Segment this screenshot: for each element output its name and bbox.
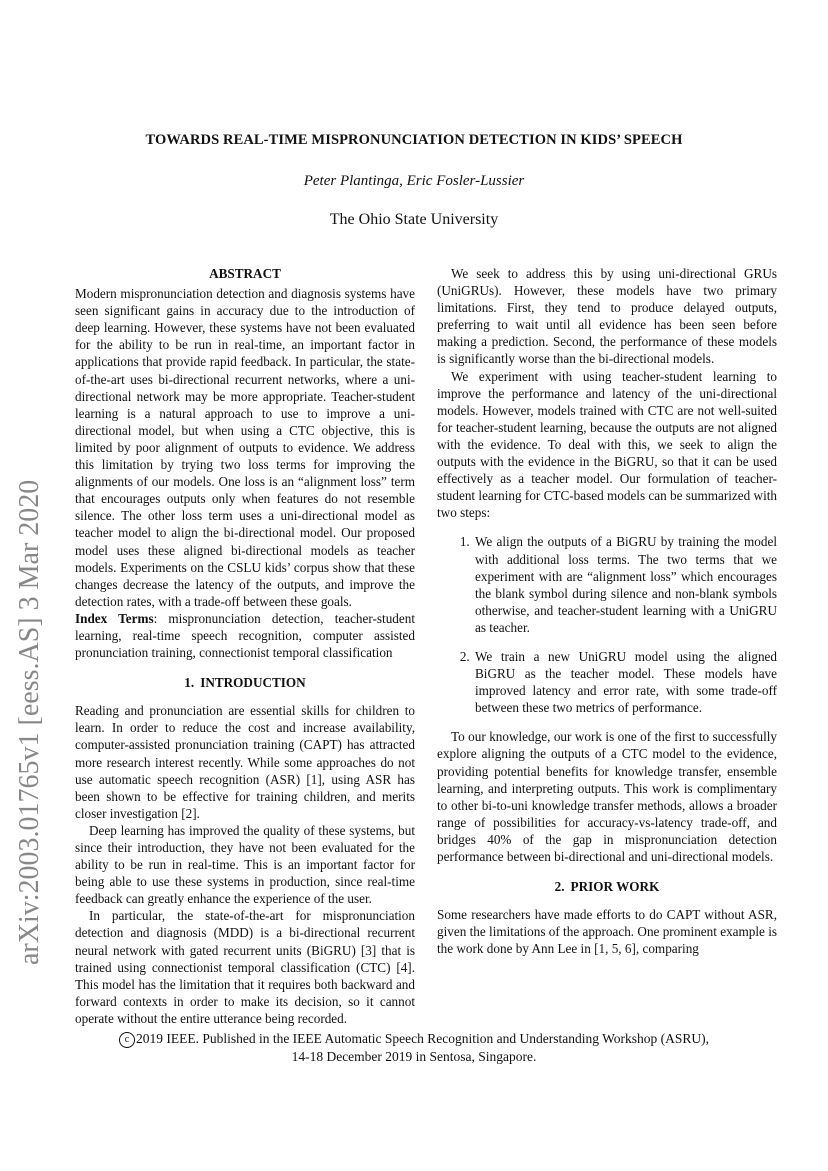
introduction-heading xyxy=(75,674,415,691)
prior-work-title: PRIOR WORK xyxy=(570,879,660,895)
intro-paragraph-5: We experiment with using teacher-student learning to improve the performance and latency of the uni-directional models. However, models trained with CTC are not well-suited for teacher-student learning, because the outputs are not aligned with the evidence. To deal with this, we seek to align the outputs with the evidence in the BiGRU, so that it can be used effectively as a teacher model. Our formulation of teacher-student learning for CTC-based models can be summarized with two steps: xyxy=(437,368,777,521)
prior-work-number: 2. xyxy=(554,879,565,895)
prior-work-heading xyxy=(437,878,777,895)
abstract-heading: ABSTRACT xyxy=(209,266,281,281)
intro-paragraph-4: We seek to address this by using uni-directional GRUs (UniGRUs). However, these models have two primary limitations. First, they tend to produce delayed outputs, preferring to wait until all evidence has been seen before making a prediction. Second, the performance of these models is significantly worse than the bi-directional models. xyxy=(437,266,777,367)
intro-paragraph-3 xyxy=(75,907,415,1027)
list-item: 2. We train a new UniGRU model using the aligned BiGRU as the teacher model. These models have improved latency and error rate, with some trade-off between these two metrics of performance. xyxy=(473,648,777,716)
intro-p3-text-b: that is trained using connectionist temporal classification (CTC) xyxy=(75,942,415,975)
intro-p1-text-b: , using ASR has been shown to be effective for training children, and merits closer investigation xyxy=(75,771,415,821)
paper-title: TOWARDS REAL-TIME MISPRONUNCIATION DETECTION IN KIDS’ SPEECH xyxy=(145,132,683,148)
arxiv-identifier: arXiv:2003.01765v1 [eess.AS] 3 Mar 2020 xyxy=(14,479,45,965)
paper-authors: Peter Plantinga, Eric Fosler-Lussier xyxy=(303,173,525,189)
list-item: 1. We align the outputs of a BiGRU by training the model with additional loss terms. The two terms that we experiment with are “alignment loss” which encourages the blank symbol during silence and non-blank symbols otherwise, and teacher-student learning with a UniGRU as teacher. xyxy=(473,533,777,636)
prior-p1-text-b: , comparing xyxy=(635,941,699,957)
intro-paragraph-1 xyxy=(75,702,415,822)
left-column xyxy=(75,265,415,1027)
right-column xyxy=(437,265,777,957)
abstract-text: Modern mispronunciation detection and diagnosis systems have seen significant gains in accuracy due to the introduction of deep learning. However, these systems have not been evaluated for the ability to be run in real-time, an important factor in applications that provide rapid feedback. In particular, the state-of-the-art uses bi-directional recurrent networks, where a uni-directional network may be more appropriate. Teacher-student learning is a natural approach to use to improve a uni-directional model, but when using a CTC objective, this is limited by poor alignment of outputs to evidence. We address this limitation by trying two loss terms for improving the alignments of our models. One loss is an “alignment loss” term that encourages outputs only when features do not resemble silence. The other loss term uses a uni-directional model as teacher model to align the bi-directional model. Our proposed model uses these aligned bi-directional models as teacher models. Experiments on the CSLU kids’ corpus show that these changes decrease the latency of the outputs, and improve the detection rates, with a trade-off between these goals. xyxy=(75,286,415,609)
footer-line-1 xyxy=(0,1030,828,1048)
intro-p1-text-c: . xyxy=(196,805,200,821)
copyright-footer xyxy=(0,1030,828,1066)
steps-list xyxy=(437,533,777,716)
intro-p1-text-a: Reading and pronunciation are essential skills for children to learn. In order to reduce the cost and increase availability, computer-assisted pronunciation training (CAPT) has attracted more research interest recently. While some approaches do not use automatic speech recognition (ASR) xyxy=(75,703,415,787)
index-terms-label: Index Terms xyxy=(75,610,154,626)
introduction-title: INTRODUCTION xyxy=(200,675,306,691)
citation-link[interactable]: [2] xyxy=(181,805,197,821)
index-terms-text: : mispronunciation detection, teacher-student learning, real-time speech recognition, computer assisted pronunciation training, connectionist temporal classification xyxy=(75,610,415,661)
intro-p3-text-c-left: . This model has the limitation that it requires both backward and forward contexts in order to make its decision, so it cannot operate without the entire utterance being recorded. xyxy=(75,959,415,1026)
citation-link[interactable]: [3] xyxy=(360,942,377,958)
footer-line-2: 14-18 December 2019 in Sentosa, Singapore. xyxy=(291,1049,537,1064)
introduction-number: 1. xyxy=(184,675,195,691)
citation-link[interactable]: [4] xyxy=(396,959,412,975)
footer-text-1: 2019 IEEE. Published in the IEEE Automatic Speech Recognition and Understanding Workshop (ASRU), xyxy=(135,1031,710,1046)
paper-affiliation: The Ohio State University xyxy=(329,211,499,228)
intro-p3-text-a: In particular, the state-of-the-art for mispronunciation detection and diagnosis (MDD) is a bi-directional recurrent neural network with gated recurrent units (BiGRU) xyxy=(75,908,415,958)
copyright-icon: c xyxy=(119,1032,135,1048)
citation-link[interactable]: [1] xyxy=(306,771,322,787)
prior-p1-text-a: Some researchers have made efforts to do CAPT without ASR, given the limitations of the approach. One prominent example is the work done by Ann Lee in xyxy=(437,907,777,957)
prior-work-paragraph-1 xyxy=(437,906,777,957)
intro-paragraph-2: Deep learning has improved the quality of these systems, but since their introduction, they have not been evaluated for the ability to be run in real-time. This is an important factor for being able to use these systems in production, since real-time feedback can greatly enhance the experience of the user. xyxy=(75,822,415,907)
intro-paragraph-6: To our knowledge, our work is one of the first to successfully explore aligning the outputs of a CTC model to the evidence, providing potential benefits for knowledge transfer, ensemble learning, and interpreting outputs. This work is complimentary to other bi-to-uni knowledge transfer methods, allows a broader range of possibilities for accuracy-vs-latency trade-off, and bridges 40% of the gap in mispronunciation detection performance between bi-directional and uni-directional models. xyxy=(437,729,777,864)
citation-link[interactable]: [1, 5, 6] xyxy=(594,941,636,957)
index-terms xyxy=(75,610,415,661)
